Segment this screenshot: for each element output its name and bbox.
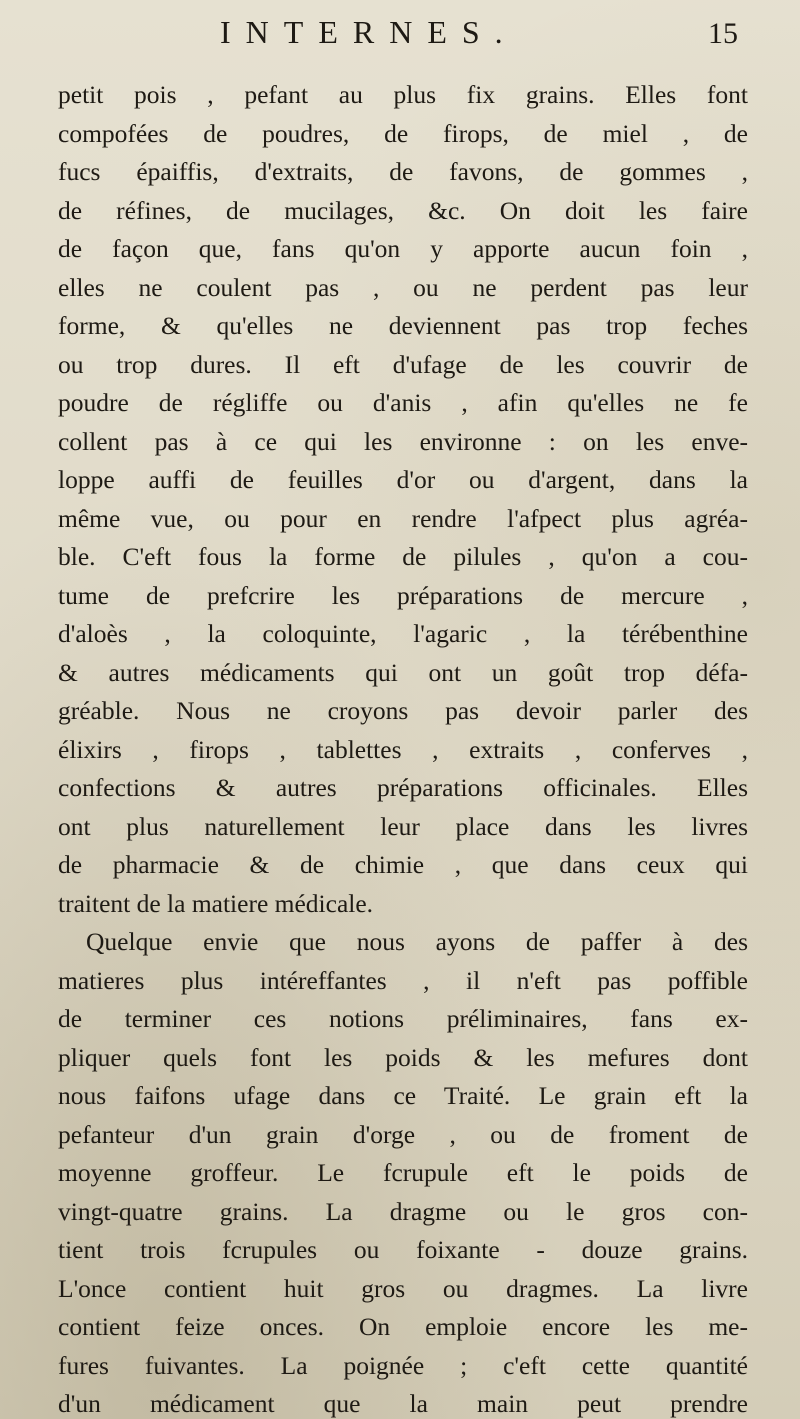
text-line: pliquer quels font les poids & les mefures dont bbox=[58, 1042, 748, 1072]
text-line: ble. C'eft fous la forme de pilules , qu'on a cou- bbox=[58, 542, 748, 571]
text-line: & autres médicaments qui ont un goût trop défa- bbox=[58, 657, 748, 687]
paragraph-end-line: traitent de la matiere médicale. bbox=[58, 888, 374, 918]
text-line: moyenne groffeur. Le fcrupule eft le poids de bbox=[58, 1158, 748, 1187]
text-line: compofées de poudres, de firops, de miel , de bbox=[58, 118, 748, 148]
text-line: petit pois , pefant au plus fix grains. Elles font bbox=[58, 80, 748, 109]
text-line: de réfines, de mucilages, &c. On doit les faire bbox=[58, 195, 748, 225]
text-line: elles ne coulent pas , ou ne perdent pas leur bbox=[58, 272, 748, 302]
text-line: d'aloès , la coloquinte, l'agaric , la térébenthine bbox=[58, 619, 748, 648]
text-line: pefanteur d'un grain d'orge , ou de froment de bbox=[58, 1119, 748, 1149]
text-line: collent pas à ce qui les environne : on les enve- bbox=[58, 426, 748, 456]
text-line: d'un médicament que la main peut prendre bbox=[58, 1389, 748, 1418]
text-line: de terminer ces notions préliminaires, fans ex- bbox=[58, 1004, 748, 1033]
text-line: matieres plus intéreffantes , il n'eft pas poffible bbox=[58, 965, 748, 995]
text-line: ou trop dures. Il eft d'ufage de les couvrir de bbox=[58, 349, 748, 379]
text-line: vingt-quatre grains. La dragme ou le gros con- bbox=[58, 1196, 748, 1226]
text-line: gréable. Nous ne croyons pas devoir parler des bbox=[58, 696, 748, 725]
text-line: fures fuivantes. La poignée ; c'eft cette quantité bbox=[58, 1350, 748, 1380]
text-line: fucs épaiffis, d'extraits, de favons, de gommes , bbox=[58, 157, 748, 186]
text-line: tume de prefcrire les préparations de mercure , bbox=[58, 580, 748, 610]
body-text bbox=[58, 76, 748, 1419]
text-line: tient trois fcrupules ou foixante - douze grains. bbox=[58, 1235, 748, 1264]
text-line: de façon que, fans qu'on y apporte aucun foin , bbox=[58, 234, 748, 263]
text-line: nous faifons ufage dans ce Traité. Le grain eft la bbox=[58, 1081, 748, 1110]
text-line: loppe auffi de feuilles d'or ou d'argent, dans la bbox=[58, 465, 748, 494]
running-head: INTERNES. bbox=[220, 14, 518, 50]
text-line: même vue, ou pour en rendre l'afpect plus agréa- bbox=[58, 503, 748, 533]
paragraph-start-line: Quelque envie que nous ayons de paffer à des bbox=[86, 927, 748, 956]
text-line: L'once contient huit gros ou dragmes. La livre bbox=[58, 1273, 748, 1303]
text-line: forme, & qu'elles ne deviennent pas trop feches bbox=[58, 311, 748, 340]
text-line: poudre de régliffe ou d'anis , afin qu'elles ne fe bbox=[58, 388, 748, 417]
page-number: 15 bbox=[708, 17, 738, 50]
text-line: ont plus naturellement leur place dans les livres bbox=[58, 811, 748, 841]
text-line: de pharmacie & de chimie , que dans ceux qui bbox=[58, 850, 748, 879]
text-line: élixirs , firops , tablettes , extraits , conferves , bbox=[58, 734, 748, 764]
text-line: contient feize onces. On emploie encore les me- bbox=[58, 1312, 748, 1341]
text-line: confections & autres préparations officinales. Elles bbox=[58, 773, 748, 802]
